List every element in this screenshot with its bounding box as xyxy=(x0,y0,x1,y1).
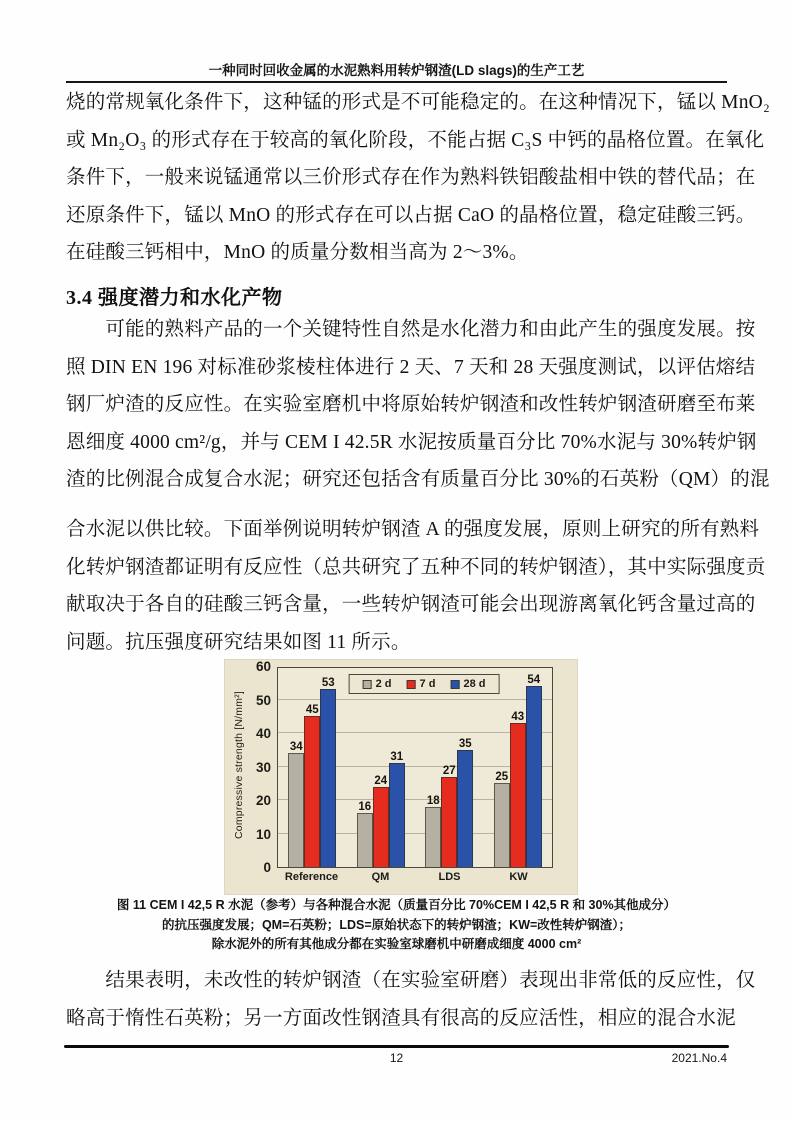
bar-value-label: 25 xyxy=(495,771,509,784)
bar-group-lds xyxy=(415,668,484,867)
y-tick-label: 30 xyxy=(255,759,271,775)
bar-chart-figure xyxy=(224,659,578,895)
bar-qm-2d xyxy=(357,801,373,867)
text-line: 问题。抗压强度研究结果如图 11 所示。 xyxy=(66,631,411,653)
footer-divider xyxy=(64,1045,729,1048)
bar-value-label: 31 xyxy=(390,751,404,764)
text-line: 可能的熟料产品的一个关键特性自然是水化潜力和由此产生的强度发展。按 xyxy=(66,319,756,340)
x-axis-label: Reference xyxy=(284,871,339,883)
paragraph-manganese xyxy=(66,84,770,272)
header-divider xyxy=(66,81,727,83)
y-tick-label: 60 xyxy=(255,659,271,674)
bar-kw-7d xyxy=(510,710,526,867)
text-line: 献取决于各自的硅酸三钙含量，一些转炉钢渣可能会出现游离氧化钙含量过高的 xyxy=(66,594,756,615)
y-tick-label: 0 xyxy=(263,860,271,875)
x-axis-label: LDS xyxy=(438,871,461,883)
bar-reference-7d xyxy=(304,704,320,867)
paragraph-strength-potential xyxy=(66,311,770,499)
bar-qm-7d xyxy=(373,774,389,867)
section-heading: 3.4 强度潜力和水化产物 xyxy=(66,287,283,309)
page-header-title: 一种同时回收金属的水泥熟料用转炉钢渣(LD slags)的生产工艺 xyxy=(208,63,585,78)
bar-value-label: 27 xyxy=(442,764,456,777)
bar-value-label: 43 xyxy=(511,710,525,723)
bar-value-label: 16 xyxy=(358,801,372,814)
y-tick-label: 10 xyxy=(255,826,271,842)
page-number: 12 xyxy=(389,1051,404,1065)
bar-value-label: 54 xyxy=(527,674,541,687)
bar-value-label: 53 xyxy=(321,677,335,690)
text-line: 的抗压强度发展；QM=石英粉；LDS=原始状态下的转炉钢渣；KW=改性转炉钢渣）； xyxy=(161,917,632,932)
bar-group-kw xyxy=(484,668,553,867)
chart-plot-area xyxy=(277,667,553,868)
text-line: 条件下，一般来说锰通常以三价形式存在作为熟料铁铝酸盐相中铁的替代品；在 xyxy=(66,167,756,188)
text-line: 合水泥以供比较。下面举例说明转炉钢渣 A 的强度发展，原则上研究的所有熟料 xyxy=(66,519,760,540)
bar-value-label: 24 xyxy=(374,774,388,787)
text-line: 钢厂炉渣的反应性。在实验室磨机中将原始转炉钢渣和改性转炉钢渣研磨至布莱 xyxy=(66,394,756,415)
chart-y-ticks xyxy=(224,659,271,875)
text-line: 图 11 CEM I 42,5 R 水泥（参考）与各种混合水泥（质量百分比 70%CEM I 42,5 R 和 30%其他成分） xyxy=(116,898,677,912)
text-line: 照 DIN EN 196 对标准砂浆棱柱体进行 2 天、7 天和 28 天强度测试，以评估熔结 xyxy=(66,356,756,378)
bar-qm-28d xyxy=(389,751,405,867)
y-tick-label: 20 xyxy=(255,793,271,808)
chart-x-axis-labels xyxy=(277,871,553,883)
legend-label: 7 d xyxy=(419,678,436,690)
text-line: 除水泥外的所有其他成分都在实验室球磨机中研磨成细度 4000 cm² xyxy=(211,937,582,951)
legend-label: 28 d xyxy=(463,678,486,690)
text-line: 略高于惰性石英粉；另一方面改性钢渣具有很高的反应活性，相应的混合水泥 xyxy=(66,1007,736,1029)
figure-caption xyxy=(40,896,753,955)
text-line: 烧的常规氧化条件下，这种锰的形式是不可能稳定的。在这种情况下，锰以 MnO₂ xyxy=(66,92,770,113)
paragraph-slag-reactivity xyxy=(66,511,766,661)
chart-y-axis-label: Compressive strength [N/mm²] xyxy=(233,691,245,839)
paragraph-results xyxy=(66,962,756,1037)
bar-group-reference xyxy=(278,668,347,867)
y-tick-label: 50 xyxy=(255,692,271,708)
text-line: 结果表明，未改性的转炉钢渣（在实验室研磨）表现出非常低的反应性，仅 xyxy=(66,970,756,991)
issue-label: 2021.No.4 xyxy=(671,1051,727,1065)
bar-kw-28d xyxy=(526,674,542,867)
text-line: 恩细度 4000 cm²/g，并与 CEM I 42.5R 水泥按质量百分比 70%水泥与 30%转炉钢 xyxy=(66,431,757,453)
x-axis-label: QM xyxy=(371,871,390,883)
bar-reference-28d xyxy=(320,677,336,867)
bar-lds-28d xyxy=(457,737,473,867)
bar-group-qm xyxy=(347,668,416,867)
bar-lds-2d xyxy=(425,794,441,867)
text-line: 或 Mn₂O₃ 的形式存在于较高的氧化阶段，不能占据 C₃S 中钙的晶格位置。在氧化 xyxy=(66,129,765,151)
chart-bars xyxy=(278,668,552,867)
legend-label: 2 d xyxy=(375,678,392,690)
bar-reference-2d xyxy=(288,741,304,867)
bar-value-label: 35 xyxy=(458,737,472,750)
text-line: 渣的比例混合成复合水泥；研究还包括含有质量百分比 30%的石英粉（QM）的混 xyxy=(66,469,770,490)
text-line: 化转炉钢渣都证明有反应性（总共研究了五种不同的转炉钢渣），其中实际强度贡 xyxy=(66,556,766,578)
text-line: 还原条件下，锰以 MnO 的形式存在可以占据 CaO 的晶格位置，稳定硅酸三钙。 xyxy=(66,204,756,226)
bar-kw-2d xyxy=(494,771,510,867)
bar-value-label: 34 xyxy=(289,741,303,754)
y-tick-label: 40 xyxy=(255,726,271,741)
bar-value-label: 18 xyxy=(426,794,440,807)
text-line: 在硅酸三钙相中，MnO 的质量分数相当高为 2～3%。 xyxy=(66,242,529,263)
bar-value-label: 45 xyxy=(305,704,319,717)
bar-lds-7d xyxy=(441,764,457,867)
x-axis-label: KW xyxy=(509,871,528,883)
